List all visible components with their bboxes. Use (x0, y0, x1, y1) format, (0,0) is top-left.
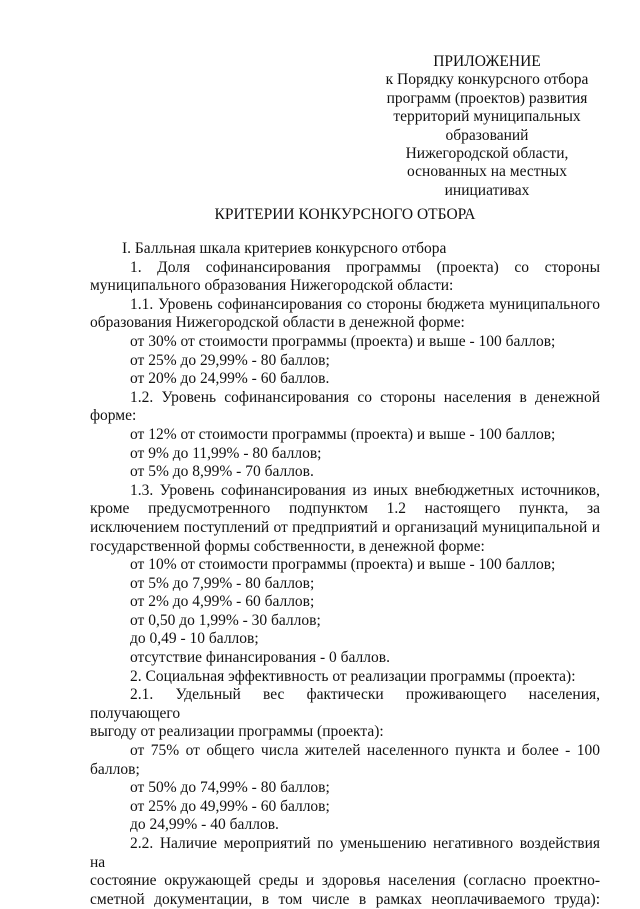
criterion-1-3-line: кроме предусмотренного подпунктом 1.2 настоящего пункта, за (90, 500, 600, 518)
document-body (90, 240, 600, 909)
criterion-2-1-line: выгоду от реализации программы (проекта): (90, 723, 384, 741)
score-item: от 25% до 49,99% - 60 баллов; (130, 797, 330, 815)
appendix-line: образований (445, 126, 529, 144)
score-item: от 5% до 8,99% - 70 баллов. (130, 463, 314, 481)
appendix-line: основанных на местных (407, 163, 567, 181)
score-item: до 24,99% - 40 баллов. (130, 816, 279, 834)
criterion-1-2-line: форме: (90, 407, 137, 425)
score-item: от 2% до 4,99% - 60 баллов; (130, 593, 315, 611)
criterion-1-1-line: 1.1. Уровень софинансирования со стороны бюджета муниципального (130, 295, 600, 313)
criterion-1-3-line: 1.3. Уровень софинансирования из иных внебюджетных источников, (130, 481, 600, 499)
appendix-line: программ (проектов) развития (386, 89, 588, 107)
criterion-2-2-line: сметной документации, в том числе в рамках неоплачиваемого труда): (90, 890, 600, 908)
appendix-line: ПРИЛОЖЕНИЕ (433, 53, 541, 70)
criterion-1-line: 1. Доля софинансирования программы (проекта) со стороны (130, 258, 600, 276)
score-item: отсутствие финансирования - 0 баллов. (130, 649, 390, 667)
score-item: от 20% до 24,99% - 60 баллов. (130, 370, 330, 388)
score-item: от 30% от стоимости программы (проекта) и выше - 100 баллов; (130, 332, 556, 350)
appendix-line: к Порядку конкурсного отбора (385, 71, 589, 89)
criterion-1-2-line: 1.2. Уровень софинансирования со стороны населения в денежной (130, 388, 600, 406)
score-item: от 75% от общего числа жителей населенного пункта и более - 100 (130, 742, 600, 760)
appendix-line: инициативах (444, 181, 530, 199)
criterion-1-3-line: исключением поступлений от предприятий и организаций муниципальной и (90, 518, 600, 536)
score-item: от 50% до 74,99% - 80 баллов; (130, 779, 330, 797)
criterion-1-3-line: государственной формы собственности, в денежной форме: (90, 537, 485, 555)
score-item: от 12% от стоимости программы (проекта) и выше - 100 баллов; (130, 425, 556, 443)
score-item: до 0,49 - 10 баллов; (130, 630, 259, 648)
criterion-1-1-line: образования Нижегородской области в денежной форме: (90, 314, 465, 332)
document-title: КРИТЕРИИ КОНКУРСНОГО ОТБОРА (214, 206, 476, 223)
criterion-2-2-line: состояние окружающей среды и здоровья населения (согласно проектно- (90, 872, 600, 890)
criterion-2-1-line: 2.1. Удельный вес фактически проживающего населения, получающего (90, 686, 600, 722)
appendix-line: территорий муниципальных (393, 108, 581, 126)
score-item: от 9% до 11,99% - 80 баллов; (130, 444, 322, 462)
score-item: от 25% до 29,99% - 80 баллов; (130, 351, 330, 369)
score-item: от 5% до 7,99% - 80 баллов; (130, 574, 315, 592)
section-heading: I. Балльная шкала критериев конкурсного отбора (122, 240, 447, 257)
criterion-2-line: 2. Социальная эффективность от реализации программы (проекта): (130, 667, 576, 685)
score-item: от 0,50 до 1,99% - 30 баллов; (130, 611, 321, 629)
appendix-header (378, 53, 596, 200)
criterion-1-line: муниципального образования Нижегородской области: (90, 277, 454, 295)
criterion-2-2-line: 2.2. Наличие мероприятий по уменьшению негативного воздействия на (90, 835, 600, 871)
score-item: баллов; (90, 760, 140, 778)
appendix-line: Нижегородской области, (405, 145, 569, 163)
score-item: от 10% от стоимости программы (проекта) и выше - 100 баллов; (130, 556, 556, 574)
